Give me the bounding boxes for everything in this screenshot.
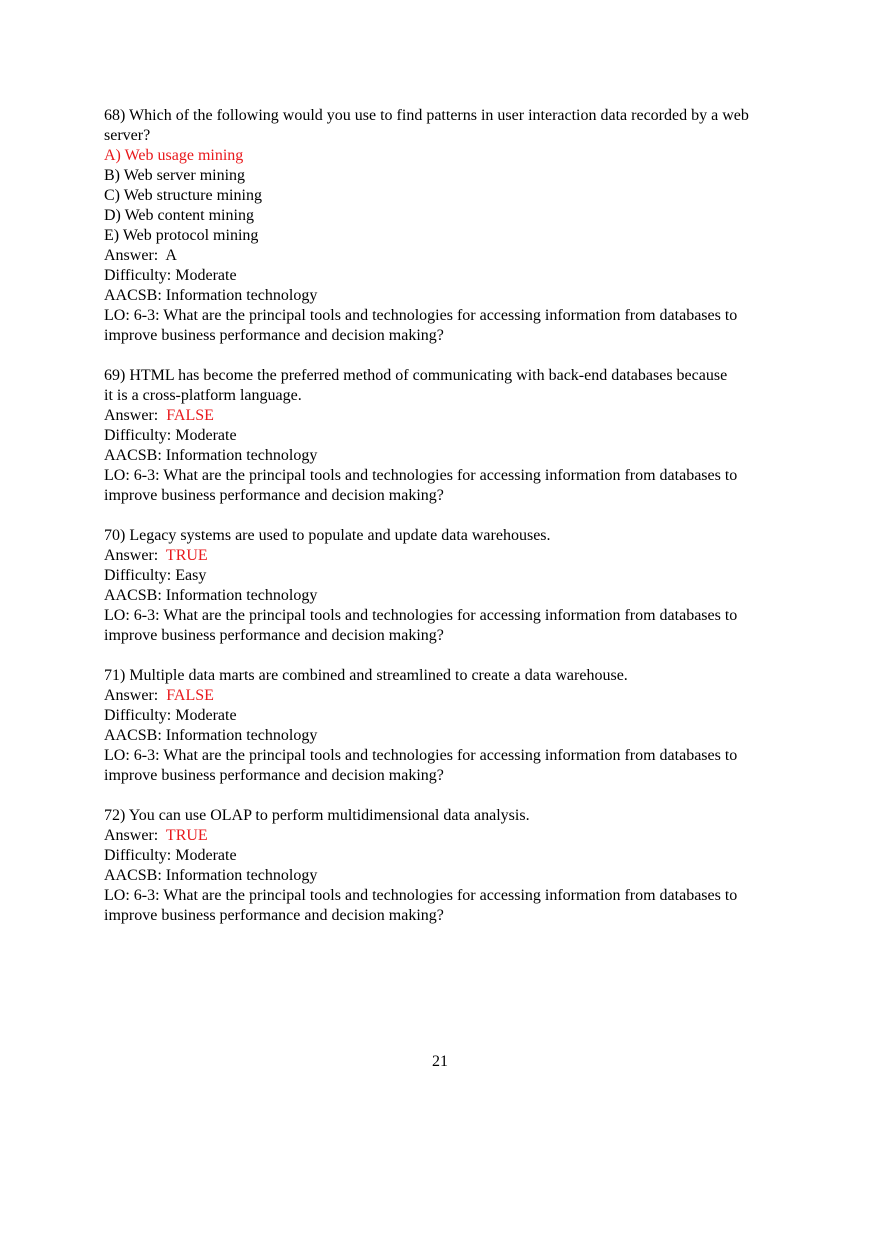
option-d: D) Web content mining	[104, 207, 254, 224]
answer-label: Answer:	[104, 407, 167, 424]
answer-label: Answer:	[104, 547, 166, 564]
difficulty: Difficulty: Moderate	[104, 707, 237, 724]
learning-objective: LO: 6-3: What are the principal tools and technologies for accessing information from databases to improve business performance and decision making?	[104, 307, 738, 344]
difficulty: Difficulty: Moderate	[104, 267, 237, 284]
learning-objective: LO: 6-3: What are the principal tools and technologies for accessing information from databases to improve business performance and decision making?	[104, 747, 738, 784]
answer-value: TRUE	[165, 547, 208, 564]
option-b: B) Web server mining	[104, 167, 246, 184]
answer-value: FALSE	[166, 687, 214, 704]
learning-objective: LO: 6-3: What are the principal tools and technologies for accessing information from databases to improve business performance and decision making?	[104, 467, 738, 504]
learning-objective: LO: 6-3: What are the principal tools and technologies for accessing information from databases to improve business performance and decision making?	[104, 607, 738, 644]
question-prompt: 69) HTML has become the preferred method of communicating with back-end databases because it is a cross-platform language.	[104, 367, 728, 404]
answer-line	[104, 406, 784, 426]
question-71	[104, 666, 784, 786]
difficulty: Difficulty: Moderate	[104, 427, 237, 444]
page-number: 21	[432, 1053, 448, 1070]
aacsb: AACSB: Information technology	[104, 447, 318, 464]
question-prompt: 68) Which of the following would you use to find patterns in user interaction data recorded by a web server?	[104, 107, 749, 144]
option-e: E) Web protocol mining	[104, 227, 259, 244]
question-prompt: 71) Multiple data marts are combined and streamlined to create a data warehouse.	[104, 667, 628, 684]
question-69	[104, 366, 784, 506]
aacsb: AACSB: Information technology	[104, 727, 318, 744]
aacsb: AACSB: Information technology	[104, 587, 318, 604]
answer-label: Answer:	[104, 687, 167, 704]
answer-label: Answer:	[104, 827, 166, 844]
answer-line	[104, 826, 784, 846]
question-prompt: 72) You can use OLAP to perform multidimensional data analysis.	[104, 807, 530, 824]
option-a-correct: A) Web usage mining	[104, 147, 244, 164]
question-prompt: 70) Legacy systems are used to populate and update data warehouses.	[104, 527, 551, 544]
answer-line	[104, 246, 784, 266]
question-68	[104, 106, 784, 346]
option-c: C) Web structure mining	[104, 187, 262, 204]
difficulty: Difficulty: Moderate	[104, 847, 237, 864]
answer-value: FALSE	[166, 407, 214, 424]
answer-value: A	[165, 247, 177, 264]
learning-objective: LO: 6-3: What are the principal tools and technologies for accessing information from databases to improve business performance and decision making?	[104, 887, 738, 924]
answer-value: TRUE	[165, 827, 208, 844]
aacsb: AACSB: Information technology	[104, 287, 318, 304]
difficulty: Difficulty: Easy	[104, 567, 207, 584]
answer-line	[104, 686, 784, 706]
question-72	[104, 806, 784, 926]
answer-label: Answer:	[104, 247, 166, 264]
aacsb: AACSB: Information technology	[104, 867, 318, 884]
answer-line	[104, 546, 784, 566]
document-page	[104, 106, 784, 946]
question-70	[104, 526, 784, 646]
